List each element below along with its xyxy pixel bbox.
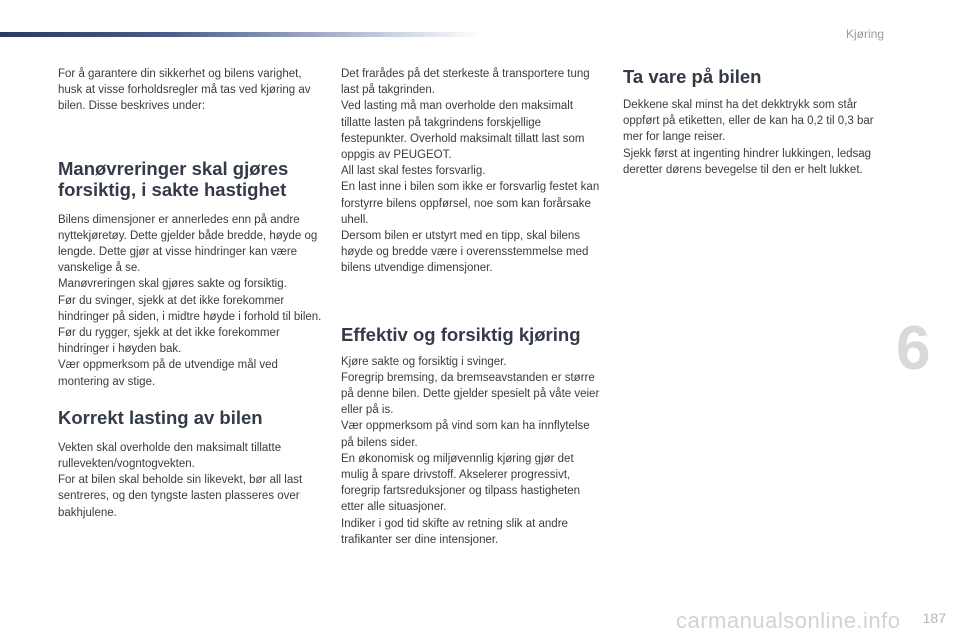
driving-body <box>341 354 603 548</box>
column-1 <box>58 66 322 521</box>
paragraph: Sjekk først at ingenting hindrer lukkingen, ledsag deretter dørens bevegelse til den er helt lukket. <box>623 147 872 176</box>
paragraph: Før du svinger, sjekk at det ikke forekommer hindringer på siden, i midtre høyde i forhold til bilen. <box>58 294 322 323</box>
watermark: carmanualsonline.info <box>676 608 901 633</box>
paragraph: Det frarådes på det sterkeste å transportere tung last på takgrinden. <box>341 68 590 97</box>
column-2 <box>341 66 603 548</box>
paragraph: Dersom bilen er utstyrt med en tipp, skal bilens høyde og bredde være i overensstemmelse med bilens utvendige dimensjoner. <box>341 230 589 275</box>
paragraph: All last skal festes forsvarlig. <box>341 165 486 178</box>
paragraph: Vekten skal overholde den maksimalt tillatte rullevekten/vogntogvekten. <box>58 441 282 471</box>
loading-body <box>58 440 322 521</box>
heading-care: Ta vare på bilen <box>623 66 762 87</box>
paragraph: En last inne i bilen som ikke er forsvarlig festet kan forstyrre bilens oppførsel, noe som kan forårsake uhell. <box>341 181 600 226</box>
header-accent-bar <box>0 32 480 37</box>
page-number: 187 <box>922 610 946 626</box>
paragraph: Manøvreringen skal gjøres sakte og forsiktig. <box>58 278 287 291</box>
paragraph: Vær oppmerksom på de utvendige mål ved montering av stige. <box>58 359 278 388</box>
manoeuvring-body <box>58 212 322 390</box>
heading-manoeuvring: Manøvreringer skal gjøres forsiktig, i sakte hastighet <box>58 157 289 200</box>
paragraph: Dekkene skal minst ha det dekktrykk som står oppført på etiketten, eller de kan ha 0,2 til 0,3 bar mer for lange reiser. <box>623 99 874 144</box>
paragraph: Ved lasting må man overholde den maksimalt tillatte lasten på takgrindens forskjellige festepunkter. Overhold maksimalt tillatt last som oppgis av PEUGEOT. <box>341 100 585 162</box>
paragraph: Foregrip bremsing, da bremseavstanden er større på denne bilen. Dette gjelder spesielt på våte veier eller på is. <box>341 371 600 417</box>
heading-driving: Effektiv og forsiktig kjøring <box>341 323 581 345</box>
heading-loading: Korrekt lasting av bilen <box>58 406 263 428</box>
paragraph: For at bilen skal beholde sin likevekt, bør all last sentreres, og den tyngste lasten plasseres over bakhjulene. <box>58 474 303 519</box>
paragraph: En økonomisk og miljøvennlig kjøring gjør det mulig å spare drivstoff. Akselerer progressivt, foregrip fartsreduksjoner og tilpass hastigheten etter alle situasjoner. <box>341 452 581 514</box>
paragraph: Vær oppmerksom på vind som kan ha innflytelse på bilens sider. <box>341 420 590 449</box>
column-3 <box>623 66 891 178</box>
paragraph: Bilens dimensjoner er annerledes enn på andre nyttekjøretøy. Dette gjelder både bredde, høyde og lengde. Dette gjør at visse hindringer kan være vanskelige å se. <box>58 213 318 275</box>
paragraph: Indiker i god tid skifte av retning slik at andre trafikanter ser dine intensjoner. <box>341 517 568 546</box>
paragraph: Kjøre sakte og forsiktig i svinger. <box>341 355 507 368</box>
care-body <box>623 97 891 178</box>
paragraph: Før du rygger, sjekk at det ikke forekommer hindringer i høyden bak. <box>58 327 280 356</box>
intro-text: For å garantere din sikkerhet og bilens varighet, husk at visse forholdsregler må tas ved kjøring av bilen. Disse beskrives under: <box>58 68 311 113</box>
chapter-number: 6 <box>896 314 931 383</box>
section-title: Kjøring <box>845 27 884 41</box>
